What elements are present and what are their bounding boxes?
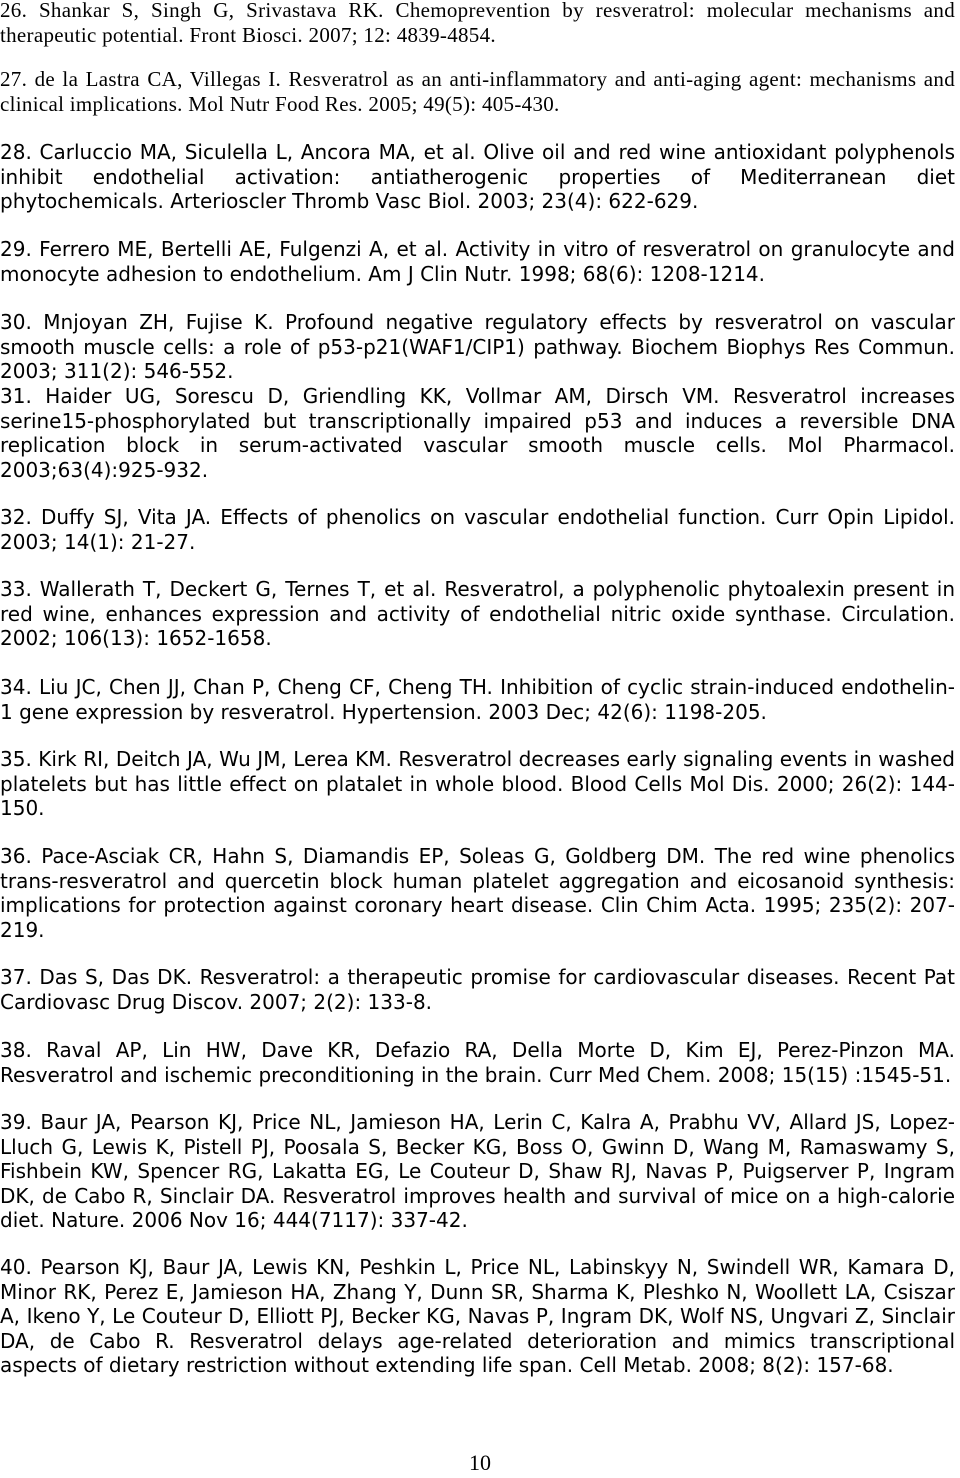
reference-35: 35. Kirk RI, Deitch JA, Wu JM, Lerea KM. Resveratrol decreases early signaling events in washed platelets but has little effect on platalet in whole blood. Blood Cells Mol Dis. 2000; 26(2): 144-150.	[0, 747, 955, 820]
reference-30: 30. Mnjoyan ZH, Fujise K. Profound negative regulatory effects by resveratrol on vascular smooth muscle cells: a role of p53-p21(WAF1/CIP1) pathway. Biochem Biophys Res Commun. 2003; 311(2): 546-552.	[0, 310, 955, 383]
reference-33: 33. Wallerath T, Deckert G, Ternes T, et al. Resveratrol, a polyphenolic phytoalexin present in red wine, enhances expression and activity of endothelial nitric oxide synthase. Circulation. 2002; 106(13): 1652-1658.	[0, 577, 955, 650]
reference-39: 39. Baur JA, Pearson KJ, Price NL, Jamieson HA, Lerin C, Kalra A, Prabhu VV, Allard JS, Lopez-Lluch G, Lewis K, Pistell PJ, Poosala S, Becker KG, Boss O, Gwinn D, Wang M, Ramaswamy S, Fishbein KW, Spencer RG, Lakatta EG, Le Couteur D, Shaw RJ, Navas P, Puigserver P, Ingram DK, de Cabo R, Sinclair DA. Resveratrol improves health and survival of mice on a high-calorie diet. Nature. 2006 Nov 16; 444(7117): 337-42.	[0, 1110, 955, 1232]
reference-36: 36. Pace-Asciak CR, Hahn S, Diamandis EP, Soleas G, Goldberg DM. The red wine phenolics trans-resveratrol and quercetin block human platelet aggregation and eicosanoid synthesis: implications for protection against coronary heart disease. Clin Chim Acta. 1995; 235(2): 207-219.	[0, 844, 955, 942]
reference-40: 40. Pearson KJ, Baur JA, Lewis KN, Peshkin L, Price NL, Labinskyy N, Swindell WR, Kamara D, Minor RK, Perez E, Jamieson HA, Zhang Y, Dunn SR, Sharma K, Pleshko N, Woollett LA, Csiszar A, Ikeno Y, Le Couteur D, Elliott PJ, Becker KG, Navas P, Ingram DK, Wolf NS, Ungvari Z, Sinclair DA, de Cabo R. Resveratrol delays age-related deterioration and mimics transcriptional aspects of dietary restriction without extending life span. Cell Metab. 2008; 8(2): 157-68.	[0, 1255, 955, 1377]
reference-31: 31. Haider UG, Sorescu D, Griendling KK, Vollmar AM, Dirsch VM. Resveratrol increases serine15-phosphorylated but transcriptionally impaired p53 and induces a reversible DNA replication block in serum-activated vascular smooth muscle cells. Mol Pharmacol. 2003;63(4):925-932.	[0, 384, 955, 482]
reference-38: 38. Raval AP, Lin HW, Dave KR, Defazio RA, Della Morte D, Kim EJ, Perez-Pinzon MA. Resveratrol and ischemic preconditioning in the brain. Curr Med Chem. 2008; 15(15) :1545-51.	[0, 1038, 955, 1087]
reference-32: 32. Duffy SJ, Vita JA. Effects of phenolics on vascular endothelial function. Curr Opin Lipidol. 2003; 14(1): 21-27.	[0, 505, 955, 554]
reference-27: 27. de la Lastra CA, Villegas I. Resveratrol as an anti-inflammatory and anti-aging agent: mechanisms and clinical implications. Mol Nutr Food Res. 2005; 49(5): 405-430.	[0, 67, 955, 116]
page-number: 10	[469, 1450, 491, 1475]
reference-29: 29. Ferrero ME, Bertelli AE, Fulgenzi A, et al. Activity in vitro of resveratrol on granulocyte and monocyte adhesion to endothelium. Am J Clin Nutr. 1998; 68(6): 1208-1214.	[0, 237, 955, 286]
reference-26: 26. Shankar S, Singh G, Srivastava RK. Chemoprevention by resveratrol: molecular mechanisms and therapeutic potential. Front Biosci. 2007; 12: 4839-4854.	[0, 0, 955, 47]
reference-28: 28. Carluccio MA, Siculella L, Ancora MA, et al. Olive oil and red wine antioxidant polyphenols inhibit endothelial activation: antiatherogenic properties of Mediterranean diet phytochemicals. Arterioscler Thromb Vasc Biol. 2003; 23(4): 622-629.	[0, 140, 955, 213]
reference-37: 37. Das S, Das DK. Resveratrol: a therapeutic promise for cardiovascular diseases. Recent Pat Cardiovasc Drug Discov. 2007; 2(2): 133-8.	[0, 965, 955, 1014]
reference-34: 34. Liu JC, Chen JJ, Chan P, Cheng CF, Cheng TH. Inhibition of cyclic strain-induced endothelin-1 gene expression by resveratrol. Hypertension. 2003 Dec; 42(6): 1198-205.	[0, 675, 955, 724]
